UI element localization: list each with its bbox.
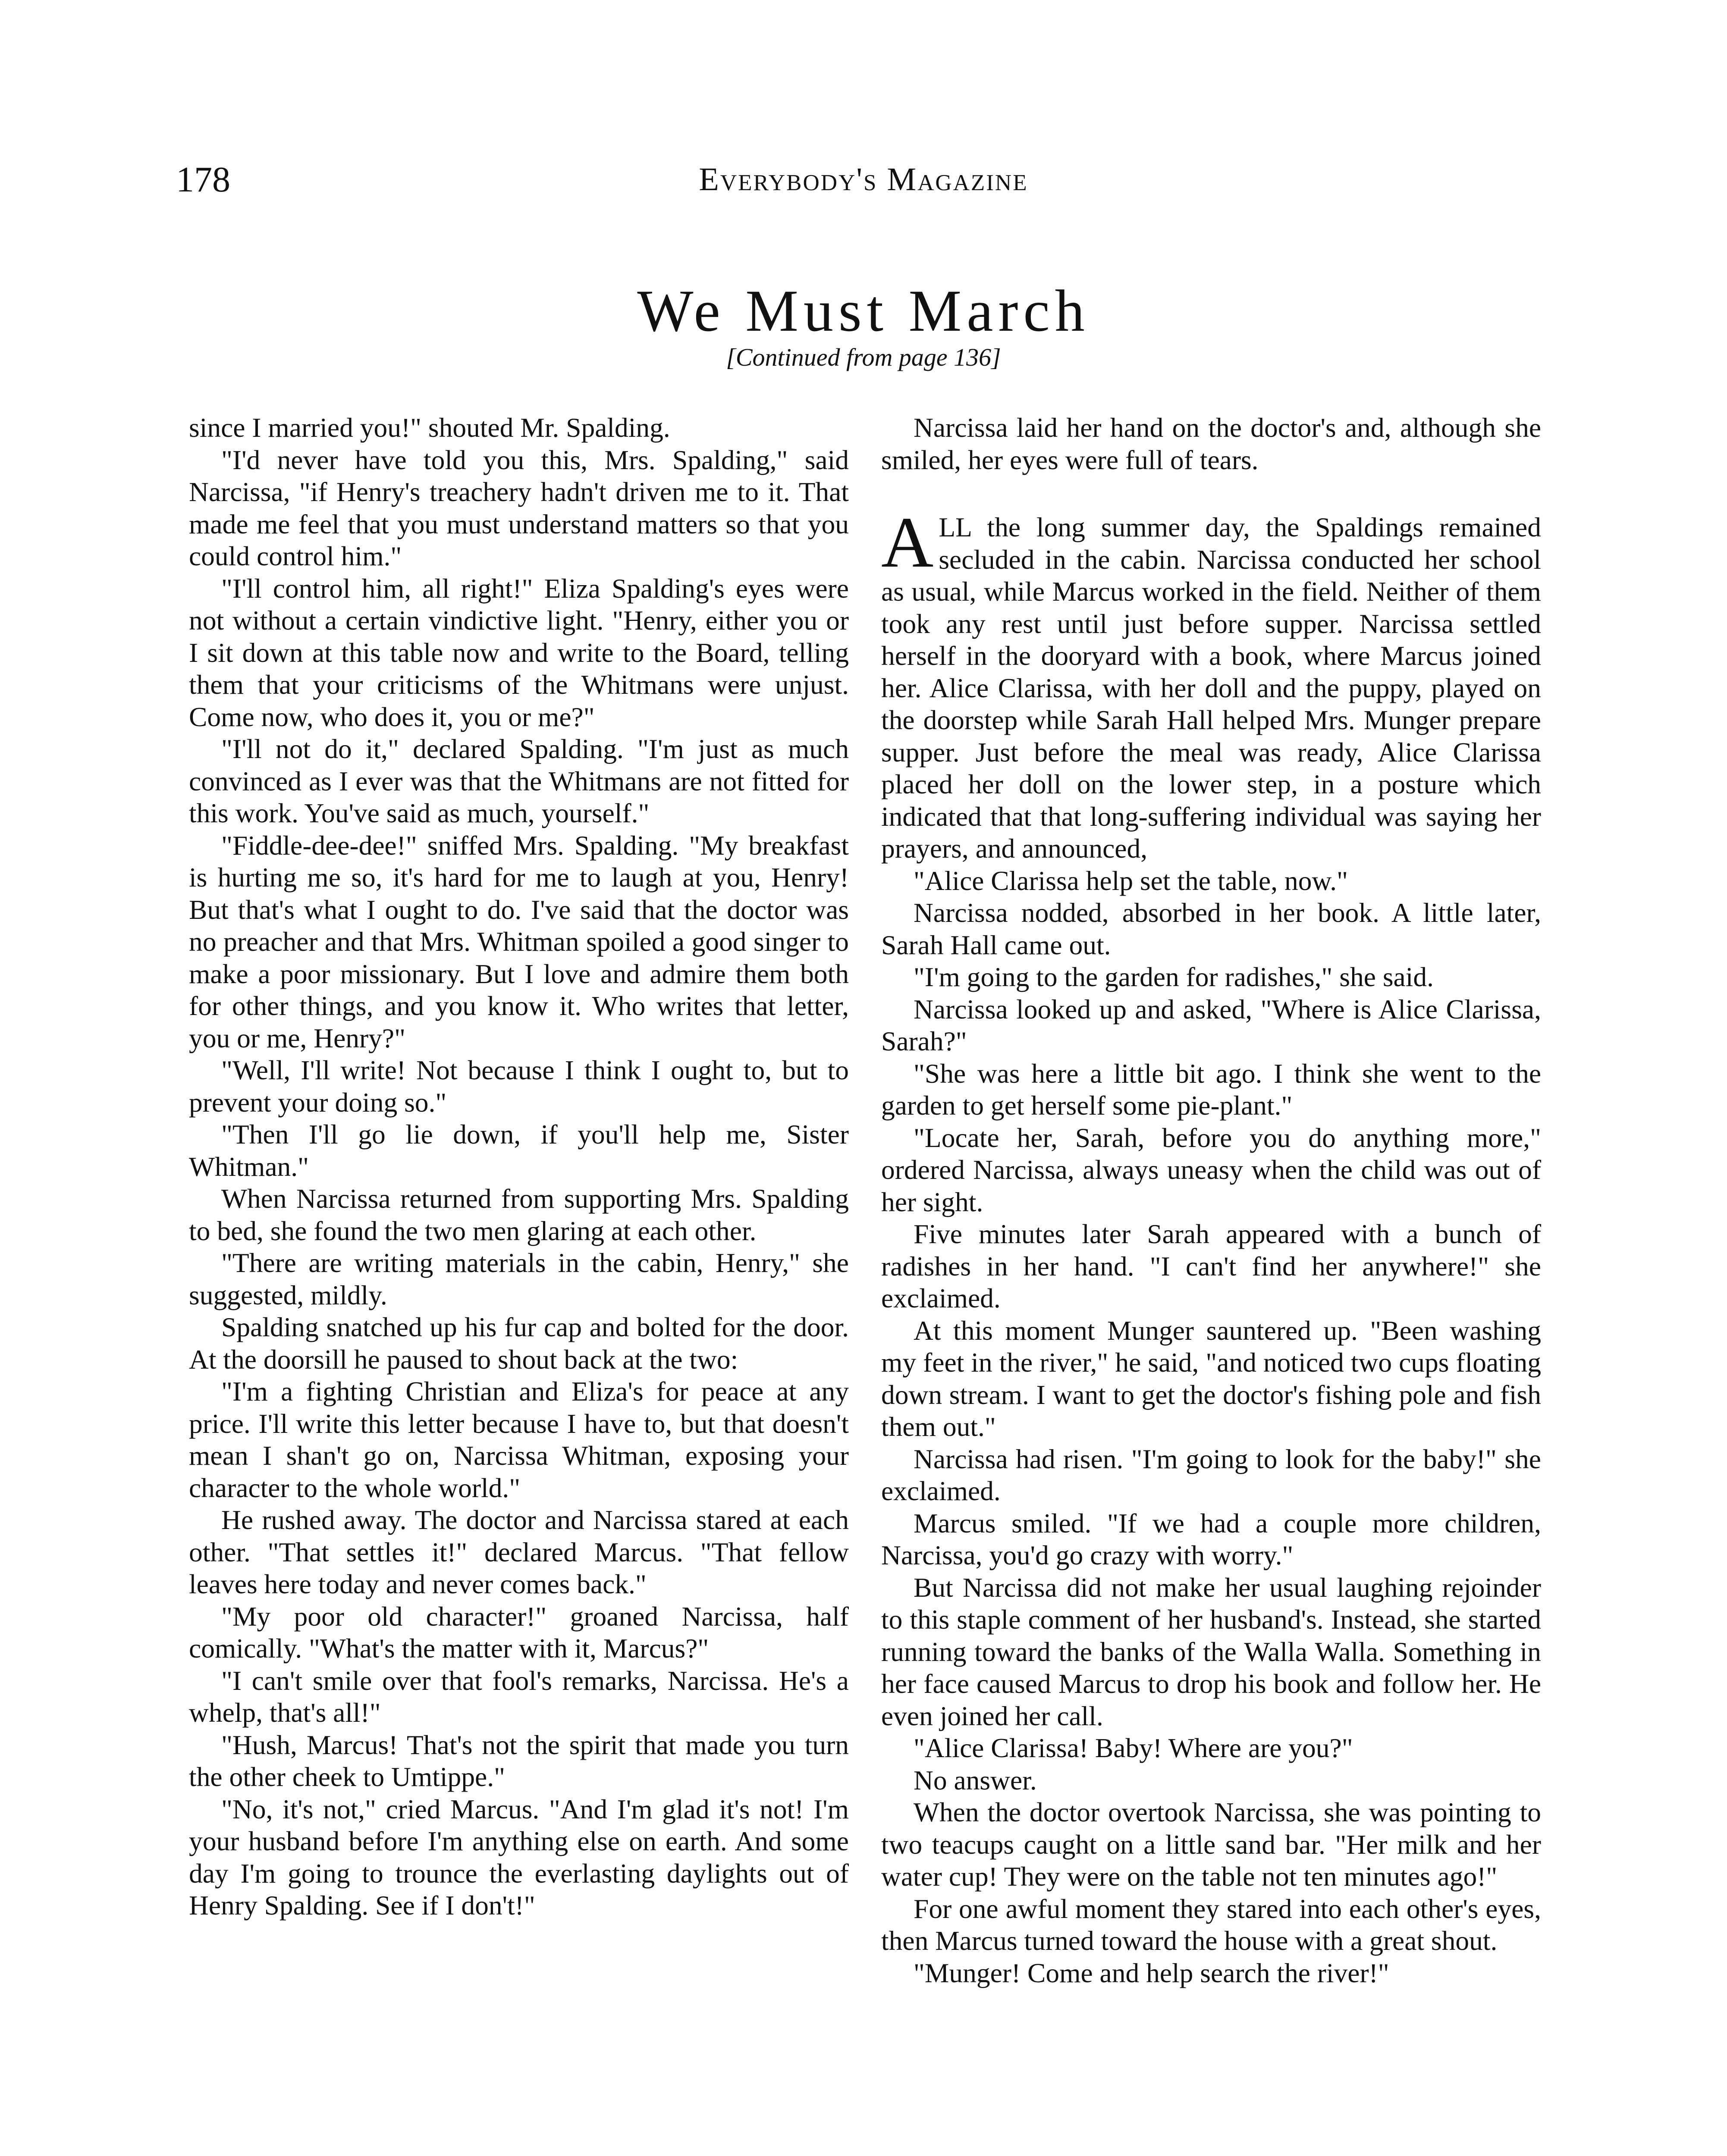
paragraph: "Fiddle-dee-dee!" sniffed Mrs. Spalding. "My breakfast is hurting me so, it's hard for me to laugh at you, Henry! But that's what I ought to do. I've said that the doctor was no preacher and that Mrs. Whitman spoiled a good singer to make a poor missionary. But I love and admire them both for other things, and you know it. Who writes that letter, you or me, Henry?" [189,830,849,1053]
paragraph: "There are writing materials in the cabin, Henry," she suggested, mildly. [189,1247,849,1310]
paragraph: "Alice Clarissa! Baby! Where are you?" [914,1733,1353,1763]
paragraph: "Then I'll go lie down, if you'll help me, Sister Whitman." [189,1119,849,1182]
paragraph: At this moment Munger sauntered up. "Been washing my feet in the river," he said, "and noticed two cups floating down stream. I want to get the doctor's fishing pole and fish them out." [881,1315,1541,1442]
page-number: 178 [176,160,230,200]
drop-cap-paragraph [881,502,1541,865]
paragraph: Spalding snatched up his fur cap and bolted for the door. At the doorsill he paused to shout back at the two: [189,1312,849,1375]
paragraph: For one awful moment they stared into each other's eyes, then Marcus turned toward the house with a great shout. [881,1893,1541,1956]
running-head: Everybody's Magazine [699,161,1028,197]
paragraph: Narcissa laid her hand on the doctor's and, although she smiled, her eyes were full of tears. [881,412,1541,475]
paragraph: No answer. [914,1764,1037,1796]
paragraph: "I'm a fighting Christian and Eliza's for peace at any price. I'll write this letter because I have to, but that doesn't mean I shan't go on, Narcissa Whitman, exposing your character to the whole world." [189,1376,849,1503]
paragraph: Marcus smiled. "If we had a couple more children, Narcissa, you'd go crazy with worry." [881,1507,1541,1570]
paragraph: He rushed away. The doctor and Narcissa stared at each other. "That settles it!" declared Marcus. "That fellow leaves here today and never comes back." [189,1504,849,1599]
paragraph: "Munger! Come and help search the river!" [914,1957,1389,1988]
section-break [881,476,1541,511]
paragraph: "I'll not do it," declared Spalding. "I'm just as much convinced as I ever was that the Whitmans are not fitted for this work. You've said as much, yourself." [189,733,849,828]
right-column [881,412,1541,1989]
paragraph: "No, it's not," cried Marcus. "And I'm glad it's not! I'm your husband before I'm anything else on earth. And some day I'm going to trounce the everlasting daylights out of Henry Spalding. See if I don't!" [189,1793,849,1921]
left-column [189,412,849,1922]
drop-cap: A [881,502,934,583]
paragraph: But Narcissa did not make her usual laughing rejoinder to this staple comment of her husband's. Instead, she started running toward the banks of the Walla Walla. Something in her face caused Marcus to drop his book and follow her. He even joined her call. [881,1572,1541,1731]
paragraph: Five minutes later Sarah appeared with a bunch of radishes in her hand. "I can't find her anywhere!" she exclaimed. [881,1219,1541,1313]
story-title: We Must March [637,278,1090,344]
paragraph: "I'm going to the garden for radishes," she said. [914,962,1434,992]
paragraph: Narcissa had risen. "I'm going to look for the baby!" she exclaimed. [881,1443,1541,1506]
paragraph: When Narcissa returned from supporting Mrs. Spalding to bed, she found the two men glaring at each other. [189,1183,849,1246]
continued-note: [Continued from page 136] [726,343,1001,371]
paragraph: since I married you!" shouted Mr. Spalding. [189,412,670,443]
paragraph: "I can't smile over that fool's remarks, Narcissa. He's a whelp, that's all!" [189,1665,849,1728]
paragraph: Narcissa nodded, absorbed in her book. A little later, Sarah Hall came out. [881,897,1541,960]
paragraph: Narcissa looked up and asked, "Where is Alice Clarissa, Sarah?" [881,993,1541,1056]
drop-cap-text: LL the long summer day, the Spaldings remained secluded in the cabin. Narcissa conducted her school as usual, while Marcus worked in the field. Neither of them took any rest until just before supper. Narcissa settled herself in the dooryard with a book, where Marcus joined her. Alice Clarissa, with her doll and the puppy, played on the doorstep while Sarah Hall helped Mrs. Munger prepare supper. Just before the meal was ready, Alice Clarissa placed her doll on the lower step, in a posture which indicated that that long-suffering individual was saying her prayers, and announced, [881,512,1541,864]
paragraph: "My poor old character!" groaned Narcissa, half comically. "What's the matter with it, Marcus?" [189,1601,849,1664]
paragraph: When the doctor overtook Narcissa, she was pointing to two teacups caught on a little sand bar. "Her milk and her water cup! They were on the table not ten minutes ago!" [881,1797,1541,1892]
paragraph: "Alice Clarissa help set the table, now." [914,865,1348,896]
paragraph: "Locate her, Sarah, before you do anything more," ordered Narcissa, always uneasy when the child was out of her sight. [881,1122,1541,1217]
paragraph: "I'll control him, all right!" Eliza Spalding's eyes were not without a certain vindictive light. "Henry, either you or I sit down at this table now and write to the Board, telling them that your criticisms of the Whitmans were unjust. Come now, who does it, you or me?" [189,573,849,732]
paragraph: "She was here a little bit ago. I think she went to the garden to get herself some pie-plant." [881,1058,1541,1121]
paragraph: "I'd never have told you this, Mrs. Spalding," said Narcissa, "if Henry's treachery hadn't driven me to it. That made me feel that you must understand matters so that you could control him." [189,444,849,571]
paragraph: "Well, I'll write! Not because I think I ought to, but to prevent your doing so." [189,1055,849,1118]
paragraph: "Hush, Marcus! That's not the spirit that made you turn the other cheek to Umtippe." [189,1729,849,1792]
